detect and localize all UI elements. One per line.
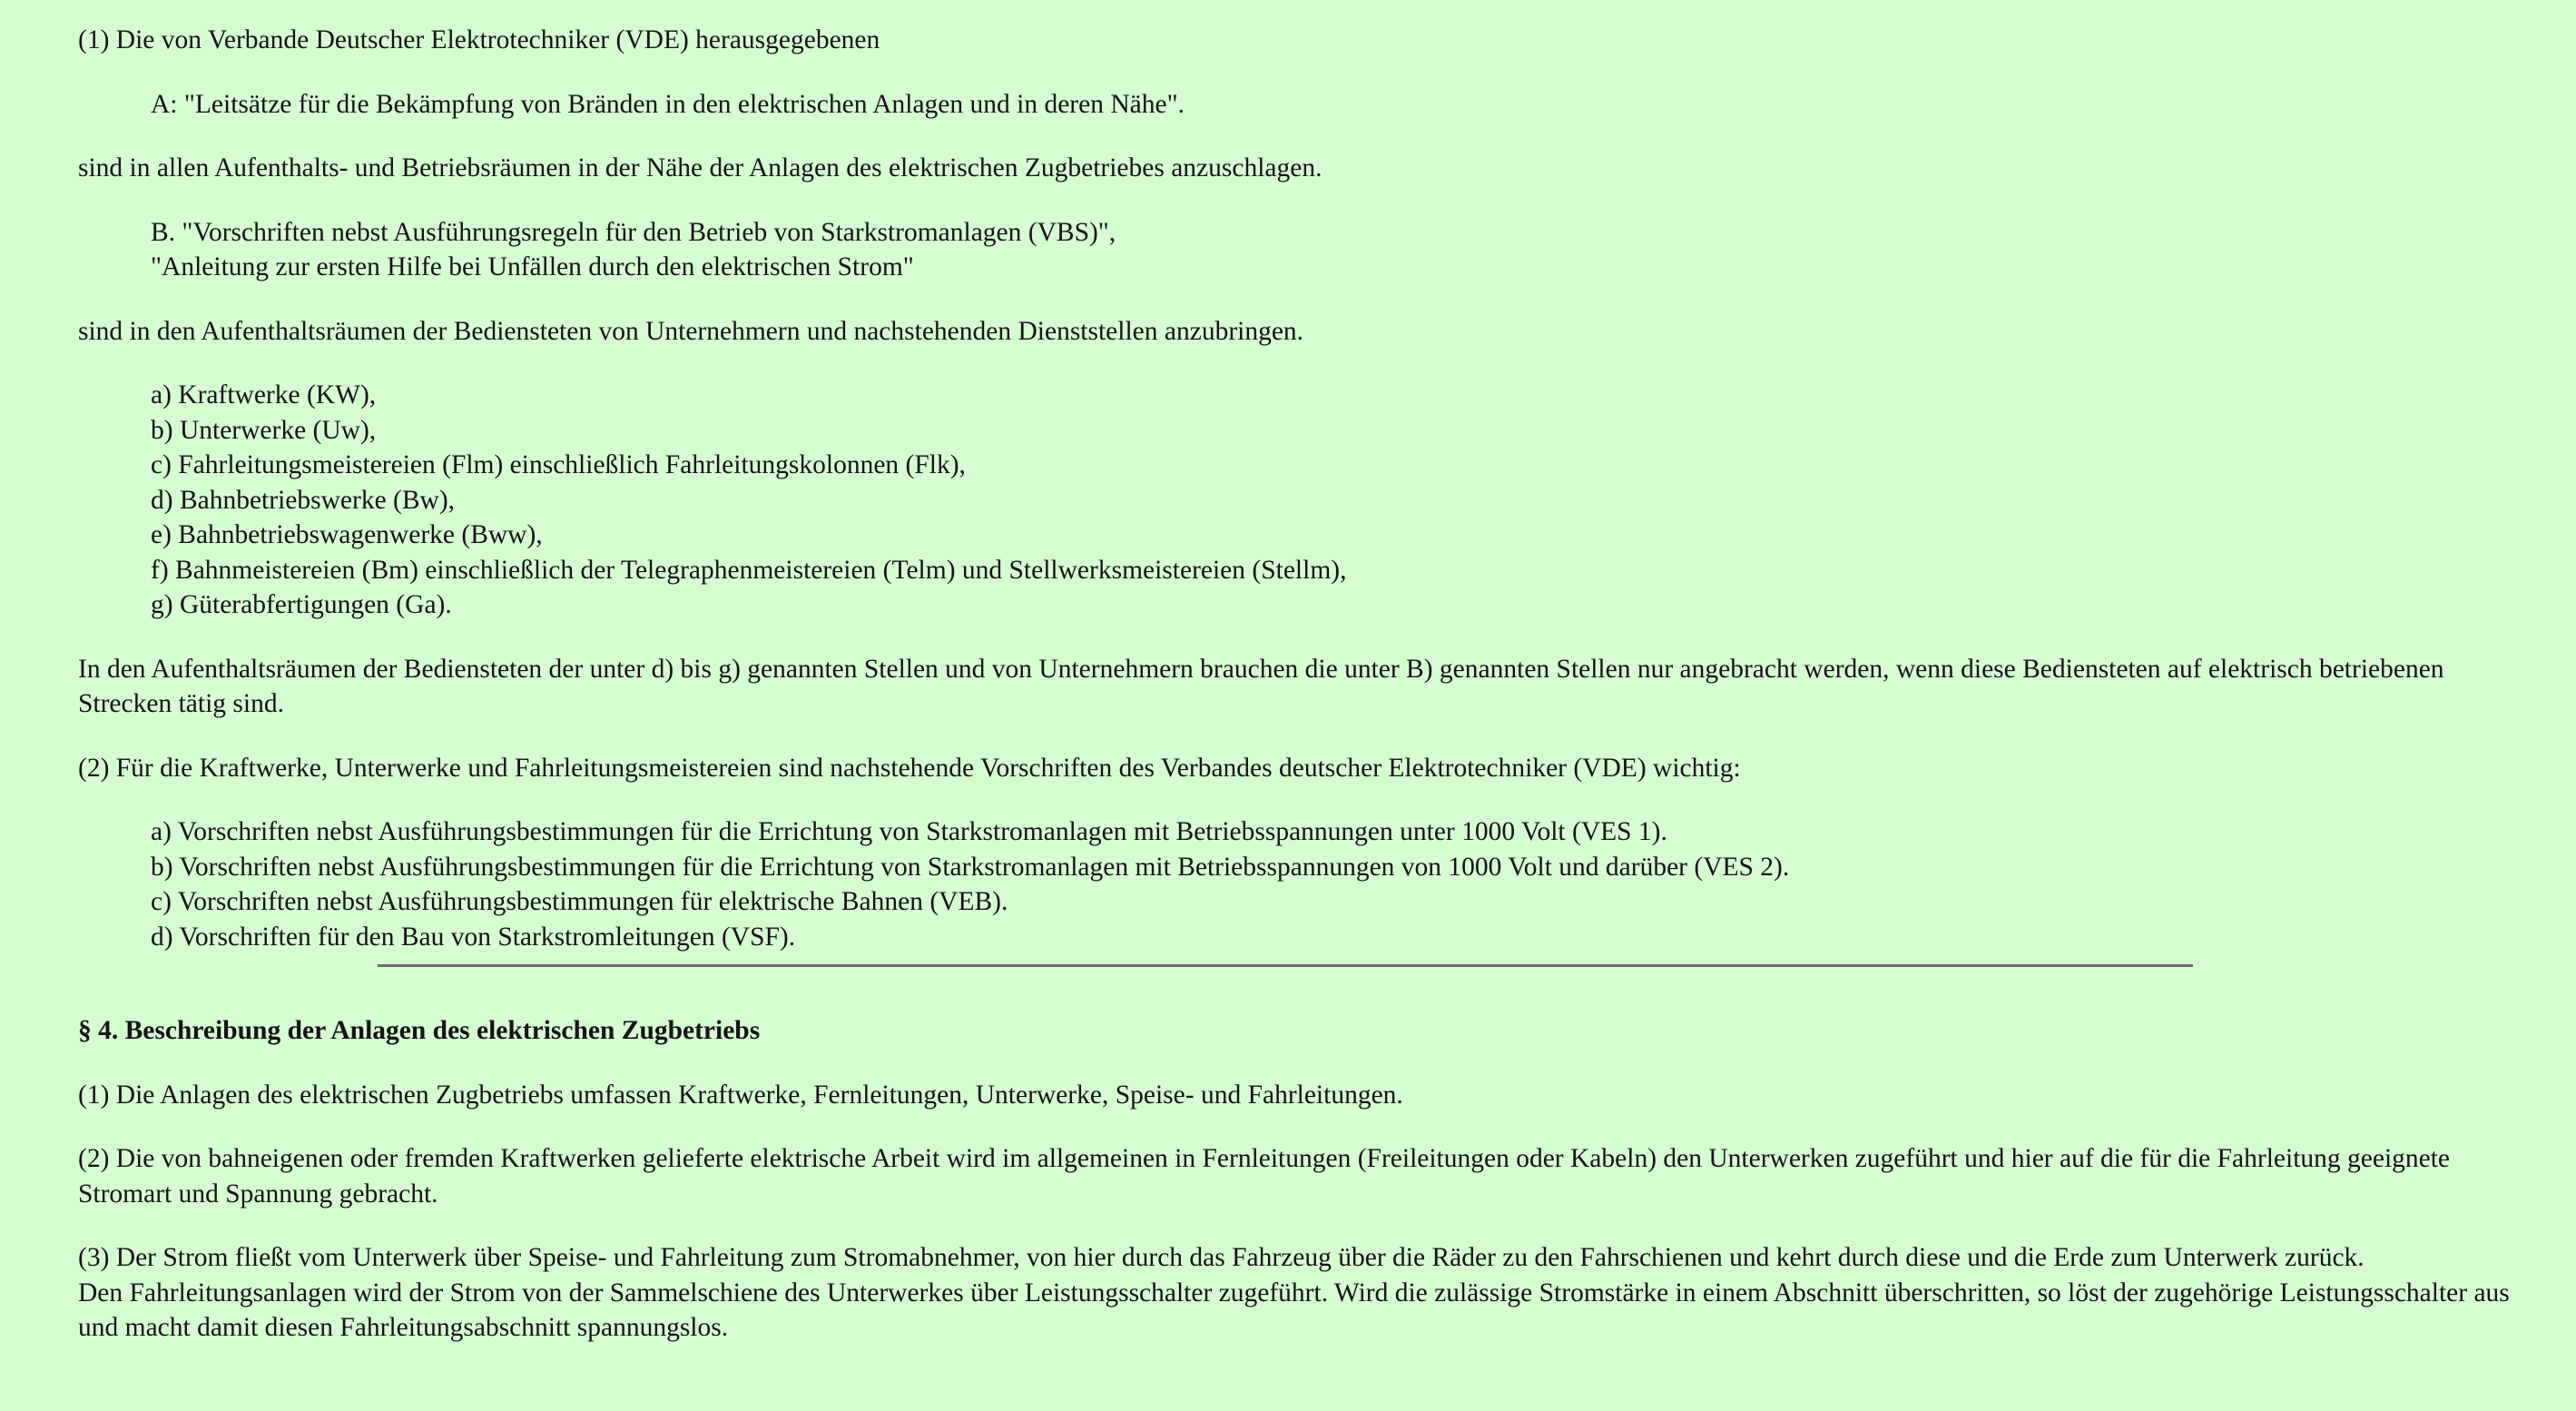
- item-b-line-2: "Anleitung zur ersten Hilfe bei Unfällen durch den elektrischen Strom": [151, 252, 914, 281]
- paragraph-1-b-after: sind in den Aufenthaltsräumen der Bediensteten von Unternehmern und nachstehenden Dienststellen anzubringen.: [78, 316, 1304, 346]
- item-b-line-1: B. "Vorschriften nebst Ausführungsregeln für den Betrieb von Starkstromanlagen (VBS)",: [151, 217, 1116, 247]
- paragraph-1-a-after: sind in allen Aufenthalts- und Betriebsräumen in der Nähe der Anlagen des elektrischen Zugbetriebes anzuschlagen.: [78, 153, 1322, 183]
- section-4-heading: § 4. Beschreibung der Anlagen des elektrischen Zugbetriebs: [78, 1016, 761, 1045]
- paragraph-1-closing: In den Aufenthaltsräumen der Bediensteten der unter d) bis g) genannten Stellen und von Unternehmern brauchen die unter B) genannten Stellen nur angebracht werden, wenn diese Bediensteten auf elektrisch betriebenen Strecken tätig sind.: [78, 654, 2444, 718]
- item-b-vorschriften: [151, 215, 2547, 285]
- vorschriften-list: [151, 814, 2547, 954]
- list-item: a) Vorschriften nebst Ausführungsbestimmungen für die Errichtung von Starkstromanlagen mit Betriebsspannungen unter 1000 Volt (VES 1).: [151, 817, 1667, 846]
- list-item: a) Kraftwerke (KW),: [151, 380, 377, 409]
- list-item: e) Bahnbetriebswagenwerke (Bww),: [151, 520, 543, 549]
- section-4-paragraph-1: (1) Die Anlagen des elektrischen Zugbetriebs umfassen Kraftwerke, Fernleitungen, Unterwerke, Speise- und Fahrleitungen.: [78, 1080, 1403, 1110]
- list-item: c) Vorschriften nebst Ausführungsbestimmungen für elektrische Bahnen (VEB).: [151, 887, 1008, 916]
- section-divider: [378, 964, 2193, 967]
- paragraph-1-intro: (1) Die von Verbande Deutscher Elektrotechniker (VDE) herausgegebenen: [78, 25, 880, 54]
- list-item: d) Vorschriften für den Bau von Starkstromleitungen (VSF).: [151, 922, 796, 952]
- paragraph-2-intro: (2) Für die Kraftwerke, Unterwerke und Fahrleitungsmeistereien sind nachstehende Vorschriften des Verbandes deutscher Elektrotechniker (VDE) wichtig:: [78, 753, 1741, 783]
- list-item: b) Vorschriften nebst Ausführungsbestimmungen für die Errichtung von Starkstromanlagen mit Betriebsspannungen von 1000 Volt und darüber (VES 2).: [151, 852, 1790, 882]
- item-a-leitsaetze: A: "Leitsätze für die Bekämpfung von Bränden in den elektrischen Anlagen und in deren Nähe".: [151, 89, 1185, 119]
- section-4-paragraph-2: (2) Die von bahneigenen oder fremden Kraftwerken gelieferte elektrische Arbeit wird im allgemeinen in Fernleitungen (Freileitungen oder Kabeln) den Unterwerken zugeführt und hier auf die für die Fahrleitung geeignete Stromart und Spannung gebracht.: [78, 1144, 2451, 1209]
- dienststellen-list: [151, 378, 2547, 623]
- section-4-paragraph-3-continued: Den Fahrleitungsanlagen wird der Strom von der Sammelschiene des Unterwerkes über Leistungsschalter zugeführt. Wird die zulässige Stromstärke in einem Abschnitt überschritten, so löst der zugehörige Leistungsschalter aus und macht damit diesen Fahrleitungsabschnitt spannungslos.: [78, 1278, 2510, 1342]
- list-item: c) Fahrleitungsmeistereien (Flm) einschließlich Fahrleitungskolonnen (Flk),: [151, 450, 966, 479]
- section-4-paragraph-3: (3) Der Strom fließt vom Unterwerk über Speise- und Fahrleitung zum Stromabnehmer, von hier durch das Fahrzeug über die Räder zu den Fahrschienen und kehrt durch diese und die Erde zum Unterwerk zurück.: [78, 1243, 2365, 1272]
- list-item: g) Güterabfertigungen (Ga).: [151, 590, 452, 619]
- list-item: d) Bahnbetriebswerke (Bw),: [151, 485, 456, 515]
- document-page: [78, 23, 2547, 1346]
- list-item: b) Unterwerke (Uw),: [151, 415, 377, 445]
- list-item: f) Bahnmeistereien (Bm) einschließlich der Telegraphenmeistereien (Telm) und Stellwerksmeistereien (Stellm),: [151, 555, 1347, 585]
